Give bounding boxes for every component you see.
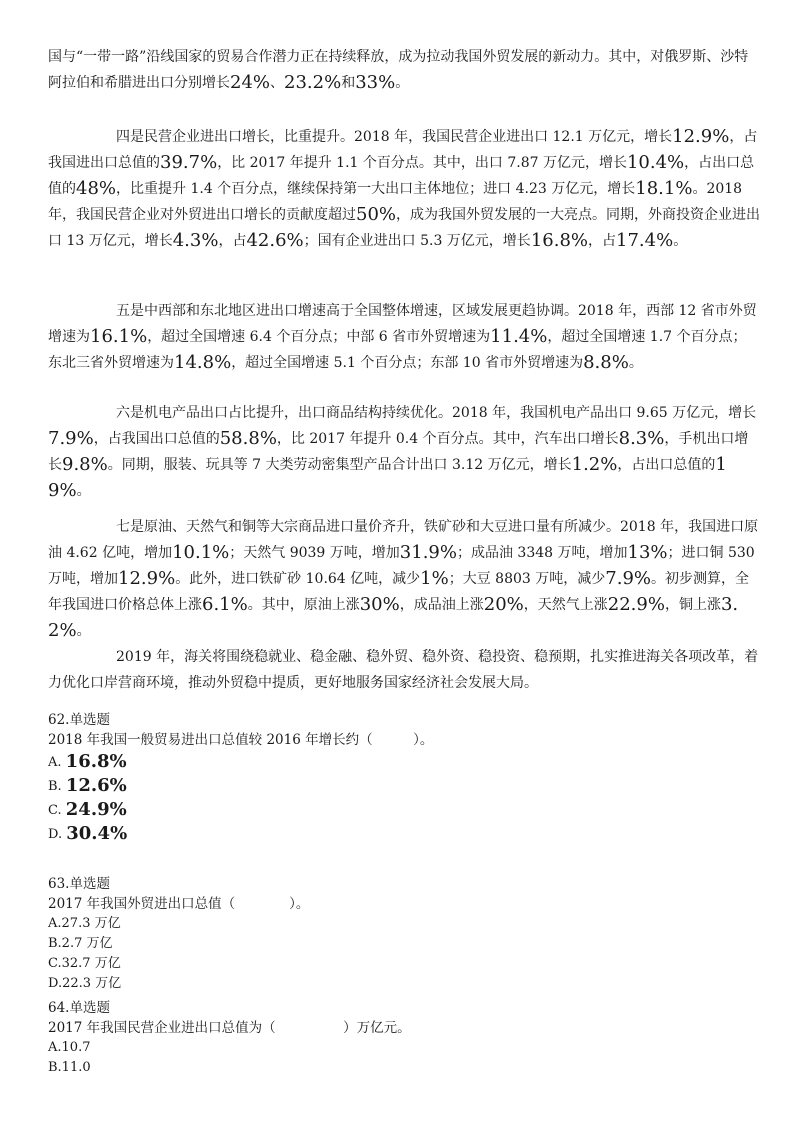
percentage-value: 33% [355, 72, 396, 93]
text-run: 。 [628, 355, 643, 371]
percentage-value: 10.4% [626, 152, 685, 173]
text-run: 。此外，进口铁矿砂 10.64 亿吨，减少 [175, 571, 421, 587]
text-run: ，超过全国增速 5.1 个百分点；东部 10 省市外贸增速为 [231, 355, 584, 371]
percentage-value: 16.1% [90, 326, 148, 347]
percentage-value: 1% [420, 568, 449, 589]
option-value: 16.8% [65, 751, 127, 772]
option-d[interactable] [48, 822, 760, 846]
option-b[interactable]: B.2.7 万亿 [48, 936, 113, 951]
option-letter: A. [48, 755, 62, 770]
text-run: 。 [395, 75, 410, 91]
percentage-value: 1.2% [571, 454, 618, 475]
paragraph-regional-growth [48, 298, 760, 376]
question-header: 62.单选题 [48, 712, 110, 728]
option-letter: B. [48, 779, 62, 794]
percentage-value: 8.3% [618, 428, 665, 449]
text-run: 。2018 年，我国民营企业对外贸进出口增长的贡献度超过 [48, 181, 743, 223]
text-run: ，占出口总值的 [48, 155, 755, 197]
text-run: ；成品油 3348 万吨，增加 [456, 545, 628, 561]
option-a[interactable]: A.10.7 [48, 1040, 91, 1055]
text-run: 七是原油、天然气和铜等大宗商品进口量价齐升，铁矿砂和大豆进口量有所减少。2018 年，我国进口原油 4.62 亿吨，增加 [48, 519, 759, 561]
percentage-value: 17.4% [616, 230, 674, 251]
percentage-value: 7.9% [48, 428, 94, 449]
text-run: ，超过全国增速 6.4 个百分点；中部 6 省市外贸增速为 [147, 329, 491, 345]
percentage-value: 3.2% [48, 594, 739, 641]
text-run: ，手机出口增长 [48, 431, 749, 473]
question-stem: 2018 年我国一般贸易进出口总值较 2016 年增长约（ ）。 [48, 732, 434, 748]
text-run: ，比 2017 年提升 0.4 个百分点。其中，汽车出口增长 [276, 431, 619, 447]
text-run: 2019 年，海关将围绕稳就业、稳金融、稳外贸、稳外资、稳投资、稳预期，扎实推进海关各项改革，着力优化口岸营商环境，推动外贸稳中提质，更好地服务国家经济社会发展大局。 [48, 649, 759, 691]
percentage-value: 58.8% [219, 428, 277, 449]
text-run: 。 [76, 623, 91, 639]
option-d[interactable]: D.22.3 万亿 [48, 976, 122, 991]
text-run: ；大豆 8803 万吨，减少 [448, 571, 606, 587]
question-62 [48, 710, 760, 846]
percentage-value: 11.4% [490, 326, 548, 347]
option-letter: D. [48, 827, 63, 842]
text-run: 。初步测算，全年我国进口价格总体上涨 [48, 571, 749, 613]
text-run: ，比重提升 1.4 个百分点，继续保持第一大出口主体地位；进口 4.23 万亿元，增长 [116, 181, 636, 197]
percentage-value: 42.6% [246, 230, 304, 251]
percentage-value: 19% [48, 454, 727, 501]
percentage-value: 48% [76, 178, 117, 199]
percentage-value: 6.1% [202, 594, 248, 615]
percentage-value: 24% [230, 72, 271, 93]
option-b[interactable]: B.11.0 [48, 1060, 91, 1075]
question-stem: 2017 年我国民营企业进出口总值为（ ）万亿元。 [48, 1020, 411, 1036]
percentage-value: 16.8% [530, 230, 588, 251]
text-run: 四是民营企业进出口增长，比重提升。2018 年，我国民营企业进出口 12.1 万亿元，增长 [116, 129, 673, 145]
percentage-value: 4.3% [172, 230, 219, 251]
option-a[interactable]: A.27.3 万亿 [48, 916, 121, 931]
option-a[interactable] [48, 750, 760, 774]
paragraph-customs-2019 [48, 644, 760, 696]
text-run: 。同期，服装、玩具等 7 大类劳动密集型产品合计出口 3.12 万亿元，增长 [107, 457, 572, 473]
percentage-value: 39.7% [160, 152, 218, 173]
text-run: ；国有企业进出口 5.3 万亿元，增长 [303, 233, 531, 249]
percentage-value: 23.2% [284, 72, 342, 93]
question-header: 64.单选题 [48, 1000, 110, 1016]
text-run: ，占我国进出口总值的 [48, 129, 758, 171]
text-run: 国与“一带一路”沿线国家的贸易合作潜力正在持续释放，成为拉动我国外贸发展的新动力。其中，对俄罗斯、沙特阿拉伯和希腊进出口分别增长 [48, 49, 749, 91]
question-header: 63.单选题 [48, 876, 110, 892]
text-run: ，占我国出口总值的 [93, 431, 220, 447]
text-run: ，成为我国外贸发展的一大亮点。同期，外商投资企业进出口 13 万亿元，增长 [48, 207, 761, 249]
question-63 [48, 874, 760, 994]
percentage-value: 18.1% [635, 178, 693, 199]
option-c[interactable]: C.32.7 万亿 [48, 956, 121, 971]
text-run: 和 [341, 75, 356, 91]
percentage-value: 30% [359, 594, 400, 615]
text-run: ，铜上涨 [664, 597, 721, 613]
paragraph-commodity-imports [48, 514, 760, 644]
option-b[interactable] [48, 774, 760, 798]
text-run: ，比 2017 年提升 1.1 个百分点。其中，出口 7.87 万亿元，增长 [217, 155, 627, 171]
percentage-value: 10.1% [172, 542, 230, 563]
text-run: 、 [270, 75, 285, 91]
percentage-value: 22.9% [607, 594, 665, 615]
text-run: ；天然气 9039 万吨，增加 [229, 545, 400, 561]
text-run: ，占 [588, 233, 616, 249]
text-run: ，占 [218, 233, 247, 249]
text-run: 。 [76, 483, 91, 499]
percentage-value: 8.8% [583, 352, 629, 373]
question-64 [48, 998, 760, 1078]
option-letter: C. [48, 803, 62, 818]
percentage-value: 20% [483, 594, 524, 615]
percentage-value: 31.9% [399, 542, 457, 563]
text-run: 六是机电产品出口占比提升，出口商品结构持续优化。2018 年，我国机电产品出口 9.65 万亿元，增长 [116, 405, 757, 421]
percentage-value: 7.9% [605, 568, 651, 589]
paragraph-electromechanical-exports [48, 400, 760, 504]
option-value: 12.6% [65, 775, 127, 796]
text-run: ，天然气上涨 [523, 597, 608, 613]
text-run: 五是中西部和东北地区进出口增速高于全国整体增速，区域发展更趋协调。2018 年，西部 12 省市外贸增速为 [48, 303, 757, 345]
percentage-value: 13% [627, 542, 668, 563]
percentage-value: 50% [356, 204, 397, 225]
percentage-value: 12.9% [672, 126, 730, 147]
text-run: ，占出口总值的 [617, 457, 716, 473]
percentage-value: 14.8% [174, 352, 232, 373]
text-run: ，成品油上涨 [399, 597, 484, 613]
question-stem: 2017 年我国外贸进出口总值（ ）。 [48, 896, 310, 912]
text-run: ；进口铜 530 万吨，增加 [48, 545, 755, 587]
paragraph-belt-and-road [48, 44, 760, 96]
percentage-value: 9.8% [62, 454, 108, 475]
option-value: 24.9% [65, 799, 127, 820]
text-run: 。 [673, 233, 688, 249]
text-run: ，超过全国增速 1.7 个百分点；东北三省外贸增速为 [48, 329, 747, 371]
paragraph-private-enterprises [48, 124, 760, 254]
text-run: 。其中，原油上涨 [247, 597, 360, 613]
option-value: 30.4% [66, 823, 128, 844]
percentage-value: 12.9% [118, 568, 176, 589]
option-c[interactable] [48, 798, 760, 822]
